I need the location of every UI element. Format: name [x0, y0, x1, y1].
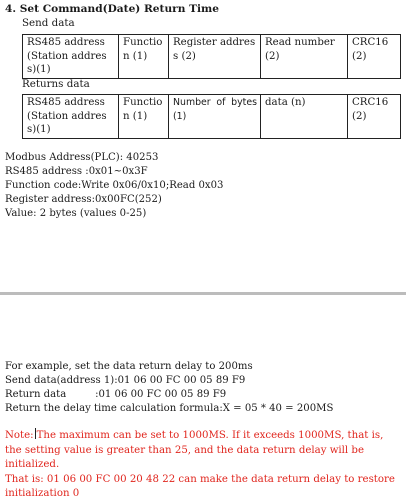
send-data-table	[22, 34, 401, 79]
send-cell-crc: CRC16(2)	[348, 35, 401, 79]
return-cell-bytes: Number of bytes (1)	[169, 95, 261, 139]
note-restore-line: That is: 01 06 00 FC 00 20 48 22 can make the data return delay to restore initialization 0	[5, 473, 395, 500]
returns-data-table	[22, 94, 401, 139]
example-return-line: Return data :01 06 00 FC 00 05 89 F9	[5, 389, 227, 400]
send-cell-address: RS485 address (Station address)(1)	[23, 35, 119, 79]
return-cell-crc: CRC16(2)	[348, 95, 401, 139]
return-cell-address: RS485 address (Station address)(1)	[23, 95, 119, 139]
value-line: Value: 2 bytes (values 0-25)	[5, 208, 147, 219]
example-intro-line: For example, set the data return delay to 200ms	[5, 361, 253, 372]
send-data-label: Send data	[22, 17, 75, 29]
page-divider	[0, 292, 406, 295]
section-title: 4. Set Command(Date) Return Time	[5, 3, 219, 15]
return-cell-data: data (n)	[261, 95, 348, 139]
note-body: The maximum can be set to 1000MS. If it exceeds 1000MS, that is, the setting value is greater than 25, and the data return delay will be initialized.	[5, 430, 384, 471]
text-cursor	[35, 428, 36, 439]
rs485-address-line: RS485 address :0x01~0x3F	[5, 166, 148, 177]
send-cell-read-number: Read number (2)	[261, 35, 348, 79]
note-prefix: Note:	[5, 430, 34, 441]
note-block	[5, 428, 403, 502]
example-formula-line: Return the delay time calculation formula:X = 05 * 40 = 200MS	[5, 403, 334, 414]
example-send-line: Send data(address 1):01 06 00 FC 00 05 89 F9	[5, 375, 246, 386]
function-code-line: Function code:Write 0x06/0x10;Read 0x03	[5, 180, 224, 191]
send-cell-register: Register address (2)	[169, 35, 261, 79]
return-cell-function: Function (1)	[119, 95, 169, 139]
register-address-line: Register address:0x00FC(252)	[5, 194, 162, 205]
returns-data-label: Returns data	[22, 78, 90, 90]
modbus-address-line: Modbus Address(PLC): 40253	[5, 152, 159, 163]
send-cell-function: Function (1)	[119, 35, 169, 79]
